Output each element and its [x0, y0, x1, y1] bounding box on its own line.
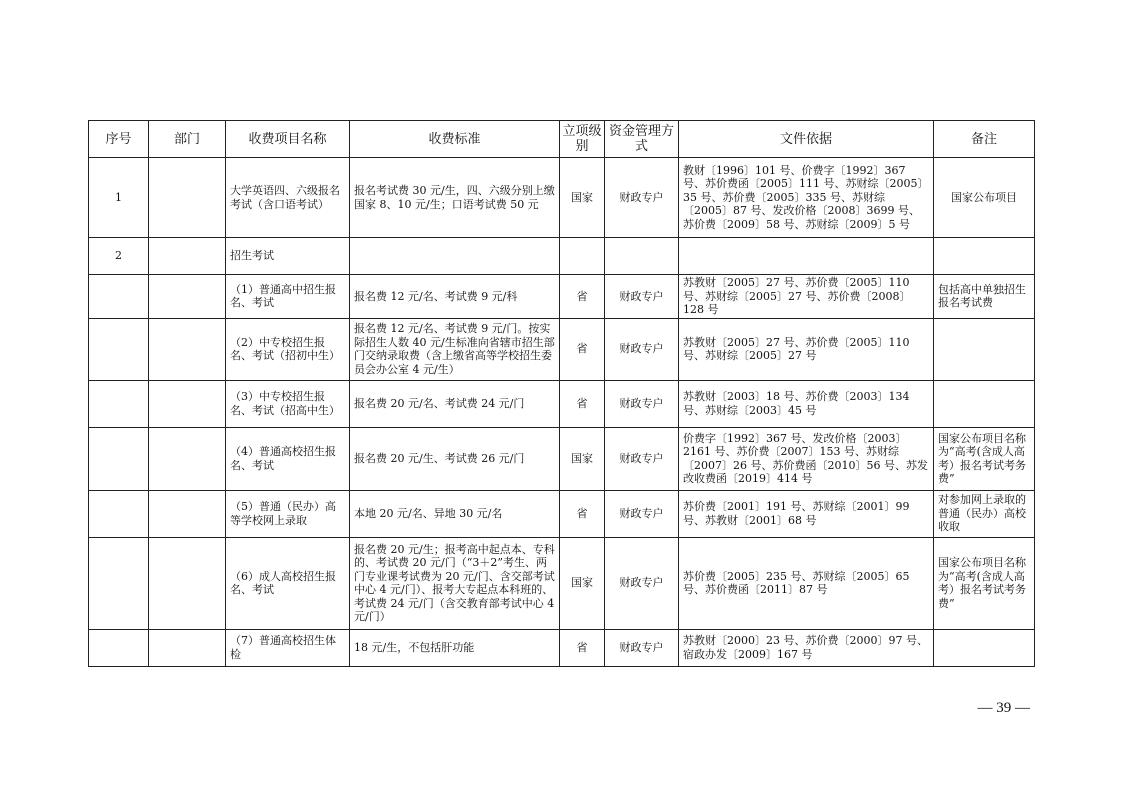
- cell-name: （5）普通（民办）高等学校网上录取: [226, 490, 350, 537]
- cell-standard: 报名费 12 元/名、考试费 9 元/科: [350, 275, 560, 319]
- cell-fund: 财政专户: [605, 158, 679, 238]
- cell-no: [89, 427, 149, 490]
- cell-name: （3）中专校招生报名、考试（招高中生）: [226, 380, 350, 427]
- cell-basis: 苏价费〔2001〕191 号、苏财综〔2001〕99 号、苏教财〔2001〕68 号: [679, 490, 934, 537]
- cell-basis: 苏价费〔2005〕235 号、苏财综〔2005〕65 号、苏价费函〔2011〕87 号: [679, 537, 934, 629]
- header-cell-dept: 部门: [149, 121, 226, 158]
- cell-dept: [149, 318, 226, 380]
- cell-note: [934, 629, 1035, 666]
- cell-dept: [149, 158, 226, 238]
- cell-name: （7）普通高校招生体检: [226, 629, 350, 666]
- cell-note: [934, 238, 1035, 275]
- cell-level: 国家: [560, 158, 605, 238]
- header-cell-basis: 文件依据: [679, 121, 934, 158]
- cell-standard: [350, 238, 560, 275]
- cell-basis: [679, 238, 934, 275]
- table-row: [89, 318, 1035, 380]
- cell-basis: 苏教财〔2005〕27 号、苏价费〔2005〕110 号、苏财综〔2005〕27 号、苏价费〔2008〕128 号: [679, 275, 934, 319]
- cell-no: [89, 537, 149, 629]
- cell-no: 1: [89, 158, 149, 238]
- table-row: [89, 629, 1035, 666]
- cell-level: 省: [560, 629, 605, 666]
- cell-dept: [149, 275, 226, 319]
- header-cell-no: 序号: [89, 121, 149, 158]
- table-row: [89, 380, 1035, 427]
- table-header-row: [89, 121, 1035, 158]
- cell-level: 国家: [560, 537, 605, 629]
- cell-dept: [149, 537, 226, 629]
- cell-note: 国家公布项目名称为“高考(含成人高考）报名考试考务费”: [934, 427, 1035, 490]
- cell-name: 大学英语四、六级报名考试（含口语考试）: [226, 158, 350, 238]
- header-cell-name: 收费项目名称: [226, 121, 350, 158]
- cell-name: （4）普通高校招生报名、考试: [226, 427, 350, 490]
- cell-level: 省: [560, 318, 605, 380]
- cell-fund: 财政专户: [605, 490, 679, 537]
- cell-basis: 苏教财〔2005〕27 号、苏价费〔2005〕110 号、苏财综〔2005〕27 号: [679, 318, 934, 380]
- cell-dept: [149, 427, 226, 490]
- cell-standard: 报名考试费 30 元/生，四、六级分别上缴国家 8、10 元/生；口语考试费 50 元: [350, 158, 560, 238]
- cell-note: 国家公布项目: [934, 158, 1035, 238]
- cell-level: 省: [560, 490, 605, 537]
- cell-fund: 财政专户: [605, 275, 679, 319]
- cell-basis: 价费字〔1992〕367 号、发改价格〔2003〕2161 号、苏价费〔2007〕153 号、苏财综〔2007〕26 号、苏价费函〔2010〕56 号、苏发改收费函〔2019〕414 号: [679, 427, 934, 490]
- cell-standard: 本地 20 元/名、异地 30 元/名: [350, 490, 560, 537]
- cell-standard: 18 元/生，不包括肝功能: [350, 629, 560, 666]
- cell-name: （1）普通高中招生报名、考试: [226, 275, 350, 319]
- cell-name: （6）成人高校招生报名、考试: [226, 537, 350, 629]
- cell-no: [89, 275, 149, 319]
- cell-level: 国家: [560, 427, 605, 490]
- cell-no: [89, 380, 149, 427]
- cell-note: 包括高中单独招生报名考试费: [934, 275, 1035, 319]
- table-row: [89, 537, 1035, 629]
- cell-note: [934, 318, 1035, 380]
- fee-table: [88, 120, 1035, 667]
- cell-no: [89, 318, 149, 380]
- cell-name: 招生考试: [226, 238, 350, 275]
- cell-level: 省: [560, 380, 605, 427]
- cell-level: [560, 238, 605, 275]
- cell-standard: 报名费 12 元/名、考试费 9 元/门。按实际招生人数 40 元/生标准向省辖市招生部门交纳录取费（含上缴省高等学校招生委员会办公室 4 元/生）: [350, 318, 560, 380]
- table-row: [89, 238, 1035, 275]
- cell-dept: [149, 238, 226, 275]
- cell-basis: 苏教财〔2003〕18 号、苏价费〔2003〕134 号、苏财综〔2003〕45 号: [679, 380, 934, 427]
- table-row: [89, 275, 1035, 319]
- table-row: [89, 490, 1035, 537]
- cell-fund: 财政专户: [605, 629, 679, 666]
- table-row: [89, 158, 1035, 238]
- cell-dept: [149, 490, 226, 537]
- header-cell-note: 备注: [934, 121, 1035, 158]
- cell-name: （2）中专校招生报名、考试（招初中生）: [226, 318, 350, 380]
- cell-level: 省: [560, 275, 605, 319]
- cell-dept: [149, 380, 226, 427]
- cell-fund: 财政专户: [605, 318, 679, 380]
- cell-fund: 财政专户: [605, 427, 679, 490]
- header-cell-fund: 资金管理方式: [605, 121, 679, 158]
- table-row: [89, 427, 1035, 490]
- cell-note: [934, 380, 1035, 427]
- cell-fund: [605, 238, 679, 275]
- cell-fund: 财政专户: [605, 537, 679, 629]
- cell-dept: [149, 629, 226, 666]
- cell-standard: 报名费 20 元/生、考试费 26 元/门: [350, 427, 560, 490]
- cell-basis: 苏教财〔2000〕23 号、苏价费〔2000〕97 号、宿政办发〔2009〕167 号: [679, 629, 934, 666]
- cell-note: 国家公布项目名称为“高考(含成人高考）报名考试考务费”: [934, 537, 1035, 629]
- cell-note: 对参加网上录取的普通（民办）高校收取: [934, 490, 1035, 537]
- page-number: — 39 —: [977, 700, 1030, 716]
- cell-standard: 报名费 20 元/生；报考高中起点本、专科的、考试费 20 元/门（“3＋2”考生、两门专业课考试费为 20 元/门、含交部考试中心 4 元/门）、报考大专起点本科班的、考试费 24 元/门（含交教育部考试中心 4 元/门）: [350, 537, 560, 629]
- header-cell-standard: 收费标准: [350, 121, 560, 158]
- cell-no: [89, 490, 149, 537]
- header-cell-level: 立项级别: [560, 121, 605, 158]
- cell-fund: 财政专户: [605, 380, 679, 427]
- cell-no: 2: [89, 238, 149, 275]
- cell-no: [89, 629, 149, 666]
- cell-standard: 报名费 20 元/名、考试费 24 元/门: [350, 380, 560, 427]
- cell-basis: 教财〔1996〕101 号、价费字〔1992〕367 号、苏价费函〔2005〕111 号、苏财综〔2005〕35 号、苏价费〔2005〕335 号、苏财综〔2005〕87 号、发改价格〔2008〕3699 号、苏价费〔2009〕58 号、苏财综〔2009〕5 号: [679, 158, 934, 238]
